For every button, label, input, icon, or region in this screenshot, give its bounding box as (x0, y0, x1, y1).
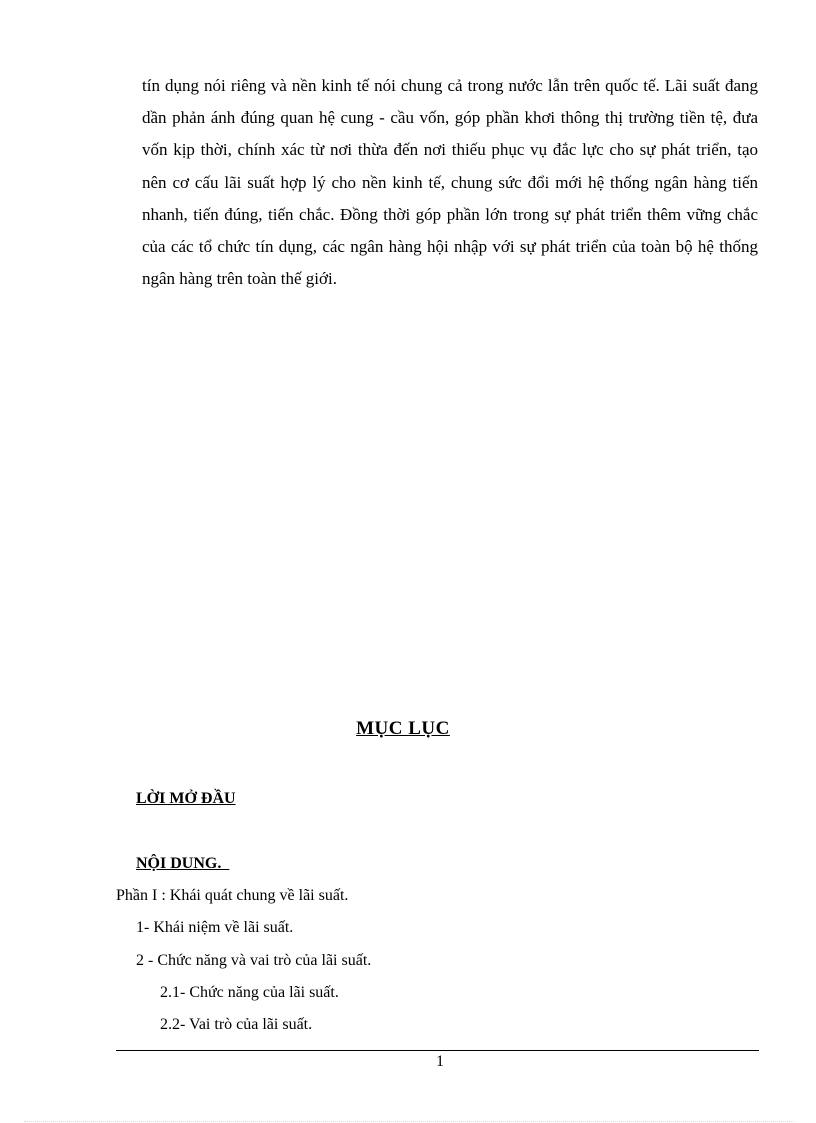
page-edge-divider (24, 1121, 794, 1122)
page-number: 1 (436, 1053, 444, 1070)
toc-entry-part-1: Phần I : Khái quát chung về lãi suất. (116, 887, 349, 904)
toc-entry-section-2-1: 2.1- Chức năng của lãi suất. (160, 984, 339, 1001)
body-paragraph: tín dụng nói riêng và nền kinh tế nói chung cả trong nước lẫn trên quốc tế. Lãi suất đang dần phản ánh đúng quan hệ cung - cầu vốn, góp phần khơi thông thị trường tiền tệ, đưa vốn kịp thời, chính xác từ nơi thừa đến nơi thiếu phục vụ đắc lực cho sự phát triển, tạo nên cơ cấu lãi suất hợp lý cho nền kinh tế, chung sức đổi mới hệ thống ngân hàng tiến nhanh, tiến đúng, tiến chắc. Đồng thời góp phần lớn trong sự phát triển thêm vững chắc của các tổ chức tín dụng, các ngân hàng hội nhập với sự phát triển của toàn bộ hệ thống ngân hàng trên toàn thế giới. (142, 76, 758, 289)
toc-title: MỤC LỤC (356, 718, 450, 739)
toc-entry-section-1: 1- Khái niệm về lãi suất. (136, 919, 294, 936)
footer-rule (116, 1050, 759, 1051)
toc-heading-intro: LỜI MỞ ĐẦU (136, 790, 236, 807)
toc-entry-section-2-2: 2.2- Vai trò của lãi suất. (160, 1016, 313, 1033)
toc-heading-content: NỘI DUNG. (136, 855, 230, 872)
toc-entry-section-2: 2 - Chức năng và vai trò của lãi suất. (136, 952, 372, 969)
